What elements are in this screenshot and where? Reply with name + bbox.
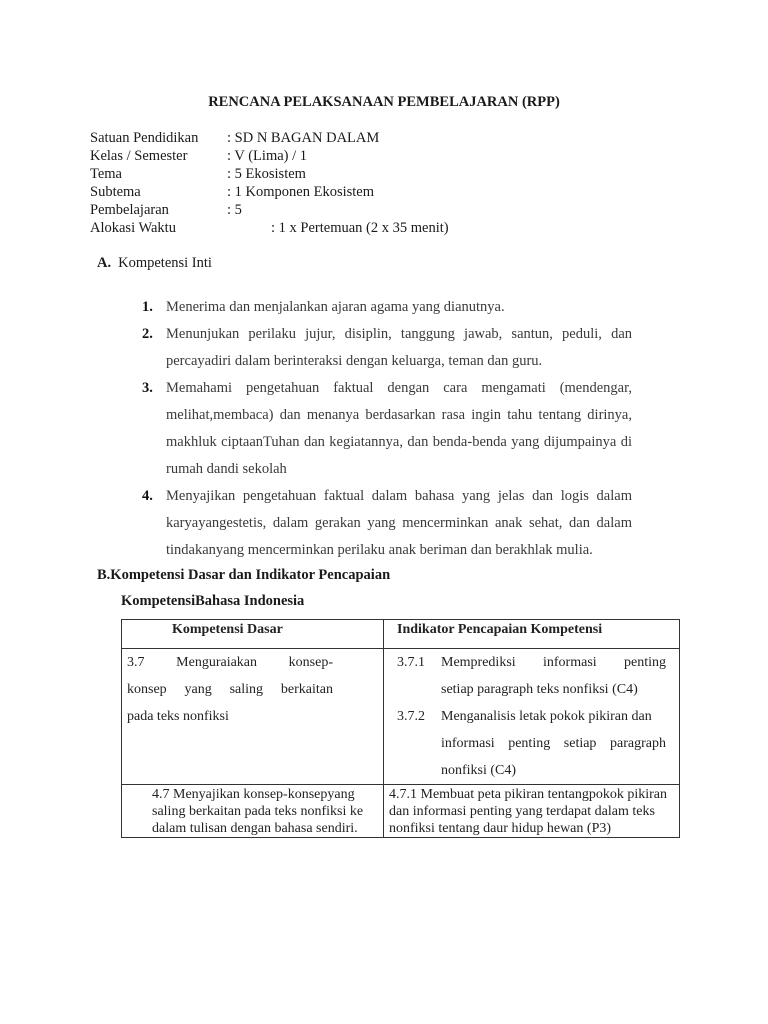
- indicator-word: informasi: [543, 655, 597, 670]
- indicator-number: 3.7.1: [397, 655, 425, 670]
- list-item-text: Memahami pengetahuan faktual dengan cara mengamati (mendengar, melihat,membaca) dan menanya berdasarkan rasa ingin tahu tentang dirinya, makhluk ciptaanTuhan dan kegiatannya, dan benda-benda yang dijumpainya di rumah dandi sekolah: [166, 380, 632, 477]
- table-header: Kompetensi Dasar: [122, 620, 384, 649]
- table-header-row: [122, 620, 680, 649]
- identity-label: Tema: [90, 166, 122, 182]
- identity-value: : 1 x Pertemuan (2 x 35 menit): [271, 220, 449, 236]
- indicator-word: paragraph: [610, 736, 666, 751]
- list-item-number: 1.: [142, 299, 153, 315]
- kd-word: saling: [229, 682, 264, 697]
- indicator-word: informasi: [441, 736, 495, 751]
- indicator-word: Memprediksi: [441, 655, 516, 670]
- list-item: [142, 483, 632, 564]
- indicator-word: penting: [624, 655, 666, 670]
- indicator-number: 3.7.2: [397, 709, 425, 724]
- identity-value: : 5 Ekosistem: [227, 166, 306, 182]
- table-row: [122, 649, 680, 785]
- indicator-word: penting: [508, 736, 551, 751]
- identity-label: Satuan Pendidikan: [90, 130, 199, 146]
- identity-label: Pembelajaran: [90, 202, 169, 218]
- kd-word: Menguraiakan: [176, 655, 258, 670]
- section-a-title: Kompetensi Inti: [118, 255, 212, 271]
- list-item-number: 4.: [142, 488, 153, 504]
- identity-value: : 5: [227, 202, 242, 218]
- identity-value: : 1 Komponen Ekosistem: [227, 184, 375, 200]
- list-item-text: Menyajikan pengetahuan faktual dalam bahasa yang jelas dan logis dalam karyayangestetis, dalam gerakan yang mencerminkan anak sehat, dan dalam tindakanyang mencerminkan perilaku anak beriman dan berakhlak mulia.: [166, 488, 632, 558]
- table-cell: [122, 649, 384, 785]
- indicator-item: [397, 649, 666, 703]
- kd-line: pada teks nonfiksi: [127, 709, 229, 724]
- section-b-heading: B.Kompetensi Dasar dan Indikator Pencapaian: [97, 567, 391, 583]
- kompetensi-inti-list: [142, 294, 632, 564]
- kd-word: konsep: [127, 682, 167, 697]
- indicator-word: setiap: [563, 736, 597, 751]
- page-title: RENCANA PELAKSANAAN PEMBELAJARAN (RPP): [208, 94, 560, 110]
- indicator-line: Menganalisis letak pokok pikiran dan: [441, 709, 652, 724]
- list-item: [142, 375, 632, 483]
- identity-value: : SD N BAGAN DALAM: [227, 130, 380, 146]
- list-item: [142, 294, 632, 321]
- indicator-item: [397, 703, 666, 784]
- kd-word: berkaitan: [280, 682, 333, 697]
- table-cell: [384, 649, 680, 785]
- identity-label: Alokasi Waktu: [90, 220, 176, 236]
- list-item: [142, 321, 632, 375]
- kd-word: konsep-: [288, 655, 333, 670]
- list-item-text: Menunjukan perilaku jujur, disiplin, tanggung jawab, santun, peduli, dan percayadiri dalam berinteraksi dengan keluarga, teman dan guru.: [166, 326, 632, 369]
- table-header: Indikator Pencapaian Kompetensi: [384, 620, 680, 649]
- table-row: [122, 785, 680, 838]
- list-item-text: Menerima dan menjalankan ajaran agama yang dianutnya.: [166, 299, 505, 315]
- identity-label: Kelas / Semester: [90, 148, 188, 164]
- indicator-line: nonfiksi (C4): [441, 763, 517, 778]
- kd-number: 3.7: [127, 655, 145, 670]
- identity-label: Subtema: [90, 184, 141, 200]
- list-item-number: 2.: [142, 326, 153, 342]
- table-cell: 4.7 Menyajikan konsep-konsepyang saling berkaitan pada teks nonfiksi ke dalam tulisan dengan bahasa sendiri.: [122, 785, 384, 838]
- section-a-letter: A.: [97, 255, 112, 271]
- indicator-line: setiap paragraph teks nonfiksi (C4): [441, 682, 638, 697]
- identity-value: : V (Lima) / 1: [227, 148, 308, 164]
- kd-word: yang: [184, 682, 212, 697]
- list-item-number: 3.: [142, 380, 153, 396]
- section-a-heading: [97, 255, 212, 272]
- table-cell: 4.7.1 Membuat peta pikiran tentangpokok pikiran dan informasi penting yang terdapat dalam teks nonfiksi tentang daur hidup hewan (P3): [384, 785, 680, 838]
- competency-table: [121, 619, 680, 838]
- subsection-heading: KompetensiBahasa Indonesia: [121, 593, 305, 609]
